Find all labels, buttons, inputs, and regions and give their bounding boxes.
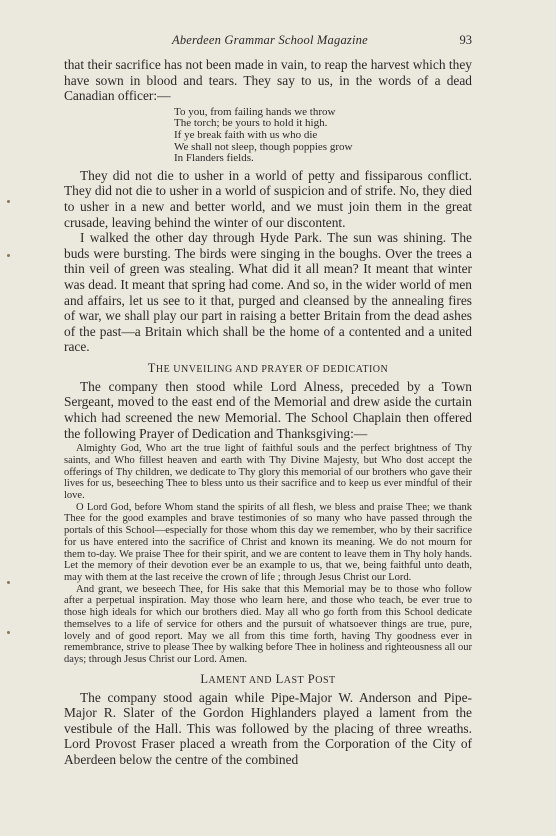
margin-mark <box>7 631 10 634</box>
body-paragraph: They did not die to usher in a world of petty and fissiparous conflict. They did not die to usher in a world of suspicion and of strife. No, they died to usher in a new and better world, and we must join them in the great crusade, leaving behind the winter of our discontent. <box>64 167 472 230</box>
poem-line: In Flanders fields. <box>174 152 254 165</box>
prayer-paragraph: Almighty God, Who art the true light of faithful souls and the perfect brightness of Thy saints, and Who fillest heaven and earth with Thy Divine Majesty, but Who dost accept the offerings of Thy children, we dedicate to Thy glory this memorial of our brothers who gave their lives for us, beseeching Thee to bless unto us their sacrifice and to keep us ever mindful of their love. <box>64 443 472 502</box>
prayer-paragraph: And grant, we beseech Thee, for His sake that this Memorial may be to those who follow after a perpetual inspiration. May those who learn here, and those who teach, be ever true to those high ideals for which our brothers died. May all who go forth from this School dedicate themselves to a life of service for others and the pursuit of whatsoever things are true, pure, lovely and of good report. May we all from this time forth, having Thy goodness ever in remembrance, strive to please Thee by walking before Thee in holiness and righteousness all our days; through Jesus Christ our Lord. Amen. <box>64 583 472 665</box>
article-body <box>64 57 472 768</box>
prayer-paragraph: O Lord God, before Whom stand the spirits of all flesh, we bless and praise Thee; we thank Thee for the good examples and brave testimonies of so many who have passed through the portals of this School—especially for those whom this day we remember, who by their sacrifice for us have entered into the sacrifice of Christ and known its meaning. We do not mourn for them to-day. We praise Thee for their spirit, and we are content to leave them in Thy holy hands. Let the memory of their devotion ever be an example to us, that we, being faithful unto death, may with them at the last receive the crown of life ; through Jesus Christ our Lord. <box>64 501 472 583</box>
margin-mark <box>7 200 10 203</box>
section-heading-lament: LAMENT AND LAST POST <box>200 671 336 686</box>
body-paragraph: The company stood again while Pipe-Major W. Anderson and Pipe-Major R. Slater of the Gordon Highlanders played a lament from the vestibule of the Hall. This was followed by the placing of three wreaths. Lord Provost Fraser placed a wreath from the Corporation of the City of Aberdeen below the centre of the combined <box>64 689 472 767</box>
poem-line: To you, from failing hands we throw <box>174 105 336 118</box>
body-paragraph: I walked the other day through Hyde Park. The sun was shining. The buds were bursting. The birds were singing in the boughs. Over the trees a thin veil of green was stealing. What did it all mean? It meant that winter was dead. It meant that spring had come. And so, in the wider world of men and affairs, let us see to it that, purged and cleansed by the annealing fires of war, we shall play our part in raising a better Britain from the dead ashes of the past—a Britain which shall be the home of a contented and a united race. <box>64 230 472 355</box>
margin-mark <box>7 254 10 257</box>
body-paragraph: The company then stood while Lord Alness, preceded by a Town Sergeant, moved to the east end of the Memorial and drew aside the curtain which had screened the new Memorial. The School Chaplain then offered the following Prayer of Dedication and Thanksgiving:— <box>64 378 472 441</box>
intro-paragraph: that their sacrifice has not been made in vain, to reap the harvest which they have sown in blood and tears. They say to us, in the words of a dead Canadian officer:— <box>64 57 472 104</box>
poem-line: If ye break faith with us who die <box>174 128 318 141</box>
section-heading-unveiling: THE UNVEILING AND PRAYER OF DEDICATION <box>147 360 389 375</box>
poem-line: The torch; be yours to hold it high. <box>174 117 328 130</box>
poem-quote <box>174 107 472 165</box>
page-number: 93 <box>459 33 472 47</box>
poem-line: We shall not sleep, though poppies grow <box>174 140 353 153</box>
margin-mark <box>7 581 10 584</box>
page-header <box>64 33 472 49</box>
running-title: Aberdeen Grammar School Magazine <box>172 33 368 47</box>
